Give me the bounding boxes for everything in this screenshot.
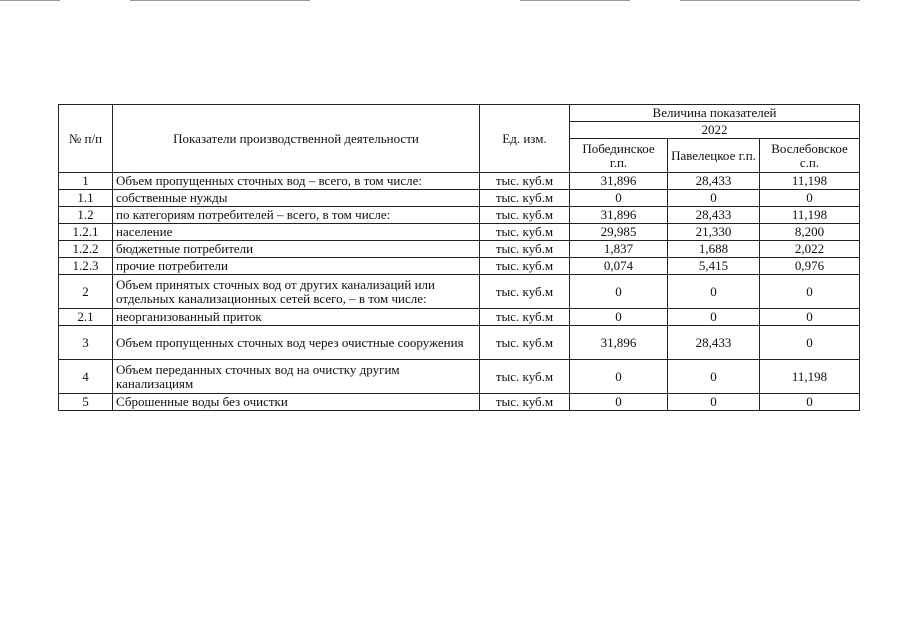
row-value-2: 28,433 (668, 326, 760, 360)
row-value-2: 28,433 (668, 207, 760, 224)
row-value-3: 0 (760, 394, 860, 411)
row-num: 1.2.3 (59, 258, 113, 275)
row-num: 4 (59, 360, 113, 394)
row-unit: тыс. куб.м (480, 360, 570, 394)
row-value-3: 8,200 (760, 224, 860, 241)
row-num: 3 (59, 326, 113, 360)
row-name: по категориям потребителей – всего, в том числе: (113, 207, 480, 224)
scan-edge-line (130, 0, 310, 1)
header-year: 2022 (570, 122, 860, 139)
row-value-2: 0 (668, 360, 760, 394)
table-row (59, 241, 860, 258)
row-value-3: 0 (760, 309, 860, 326)
row-value-3: 2,022 (760, 241, 860, 258)
table-row (59, 275, 860, 309)
row-name: Объем переданных сточных вод на очистку другим канализациям (113, 360, 480, 394)
row-value-3: 0 (760, 326, 860, 360)
row-value-1: 31,896 (570, 207, 668, 224)
scan-edge-line (680, 0, 860, 1)
table-header (59, 105, 860, 173)
row-value-1: 0,074 (570, 258, 668, 275)
row-name: Объем пропущенных сточных вод – всего, в том числе: (113, 173, 480, 190)
row-value-2: 21,330 (668, 224, 760, 241)
row-value-1: 0 (570, 190, 668, 207)
row-num: 1.2.2 (59, 241, 113, 258)
row-value-3: 0 (760, 190, 860, 207)
header-col3: Вослебовское с.п. (760, 139, 860, 173)
row-num: 1.2 (59, 207, 113, 224)
table-row (59, 258, 860, 275)
row-unit: тыс. куб.м (480, 190, 570, 207)
table-row (59, 207, 860, 224)
row-unit: тыс. куб.м (480, 241, 570, 258)
header-unit: Ед. изм. (480, 105, 570, 173)
row-num: 1 (59, 173, 113, 190)
row-unit: тыс. куб.м (480, 173, 570, 190)
row-num: 1.1 (59, 190, 113, 207)
row-value-3: 0,976 (760, 258, 860, 275)
scan-edge-line (0, 0, 60, 1)
row-name: собственные нужды (113, 190, 480, 207)
row-name: Сброшенные воды без очистки (113, 394, 480, 411)
row-name: прочие потребители (113, 258, 480, 275)
row-value-2: 0 (668, 190, 760, 207)
row-unit: тыс. куб.м (480, 207, 570, 224)
row-value-3: 0 (760, 275, 860, 309)
row-name: неорганизованный приток (113, 309, 480, 326)
header-indicator: Показатели производственной деятельности (113, 105, 480, 173)
row-value-3: 11,198 (760, 173, 860, 190)
table-body (59, 173, 860, 411)
row-value-2: 1,688 (668, 241, 760, 258)
row-value-3: 11,198 (760, 207, 860, 224)
scan-edge-line (520, 0, 630, 1)
row-name: население (113, 224, 480, 241)
table-row (59, 360, 860, 394)
table-row (59, 326, 860, 360)
row-name: бюджетные потребители (113, 241, 480, 258)
row-value-2: 0 (668, 394, 760, 411)
row-value-1: 1,837 (570, 241, 668, 258)
row-num: 1.2.1 (59, 224, 113, 241)
header-col1: Побединское г.п. (570, 139, 668, 173)
row-value-1: 0 (570, 360, 668, 394)
row-unit: тыс. куб.м (480, 326, 570, 360)
row-unit: тыс. куб.м (480, 394, 570, 411)
table-row (59, 190, 860, 207)
row-value-1: 31,896 (570, 326, 668, 360)
row-value-1: 0 (570, 394, 668, 411)
row-value-3: 11,198 (760, 360, 860, 394)
header-group: Величина показателей (570, 105, 860, 122)
row-unit: тыс. куб.м (480, 309, 570, 326)
row-value-1: 31,896 (570, 173, 668, 190)
row-name: Объем пропущенных сточных вод через очистные сооружения (113, 326, 480, 360)
row-unit: тыс. куб.м (480, 275, 570, 309)
row-num: 2.1 (59, 309, 113, 326)
table-row (59, 224, 860, 241)
row-num: 5 (59, 394, 113, 411)
row-value-2: 0 (668, 275, 760, 309)
row-value-2: 5,415 (668, 258, 760, 275)
table-row (59, 173, 860, 190)
row-unit: тыс. куб.м (480, 258, 570, 275)
row-num: 2 (59, 275, 113, 309)
row-value-1: 0 (570, 275, 668, 309)
wastewater-indicators-table (58, 104, 860, 411)
table-row (59, 394, 860, 411)
row-value-1: 29,985 (570, 224, 668, 241)
row-value-2: 28,433 (668, 173, 760, 190)
row-name: Объем принятых сточных вод от других канализаций или отдельных канализационных сетей всего, – в том числе: (113, 275, 480, 309)
row-value-2: 0 (668, 309, 760, 326)
header-col2: Павелецкое г.п. (668, 139, 760, 173)
table-row (59, 309, 860, 326)
row-unit: тыс. куб.м (480, 224, 570, 241)
row-value-1: 0 (570, 309, 668, 326)
header-num: № п/п (59, 105, 113, 173)
